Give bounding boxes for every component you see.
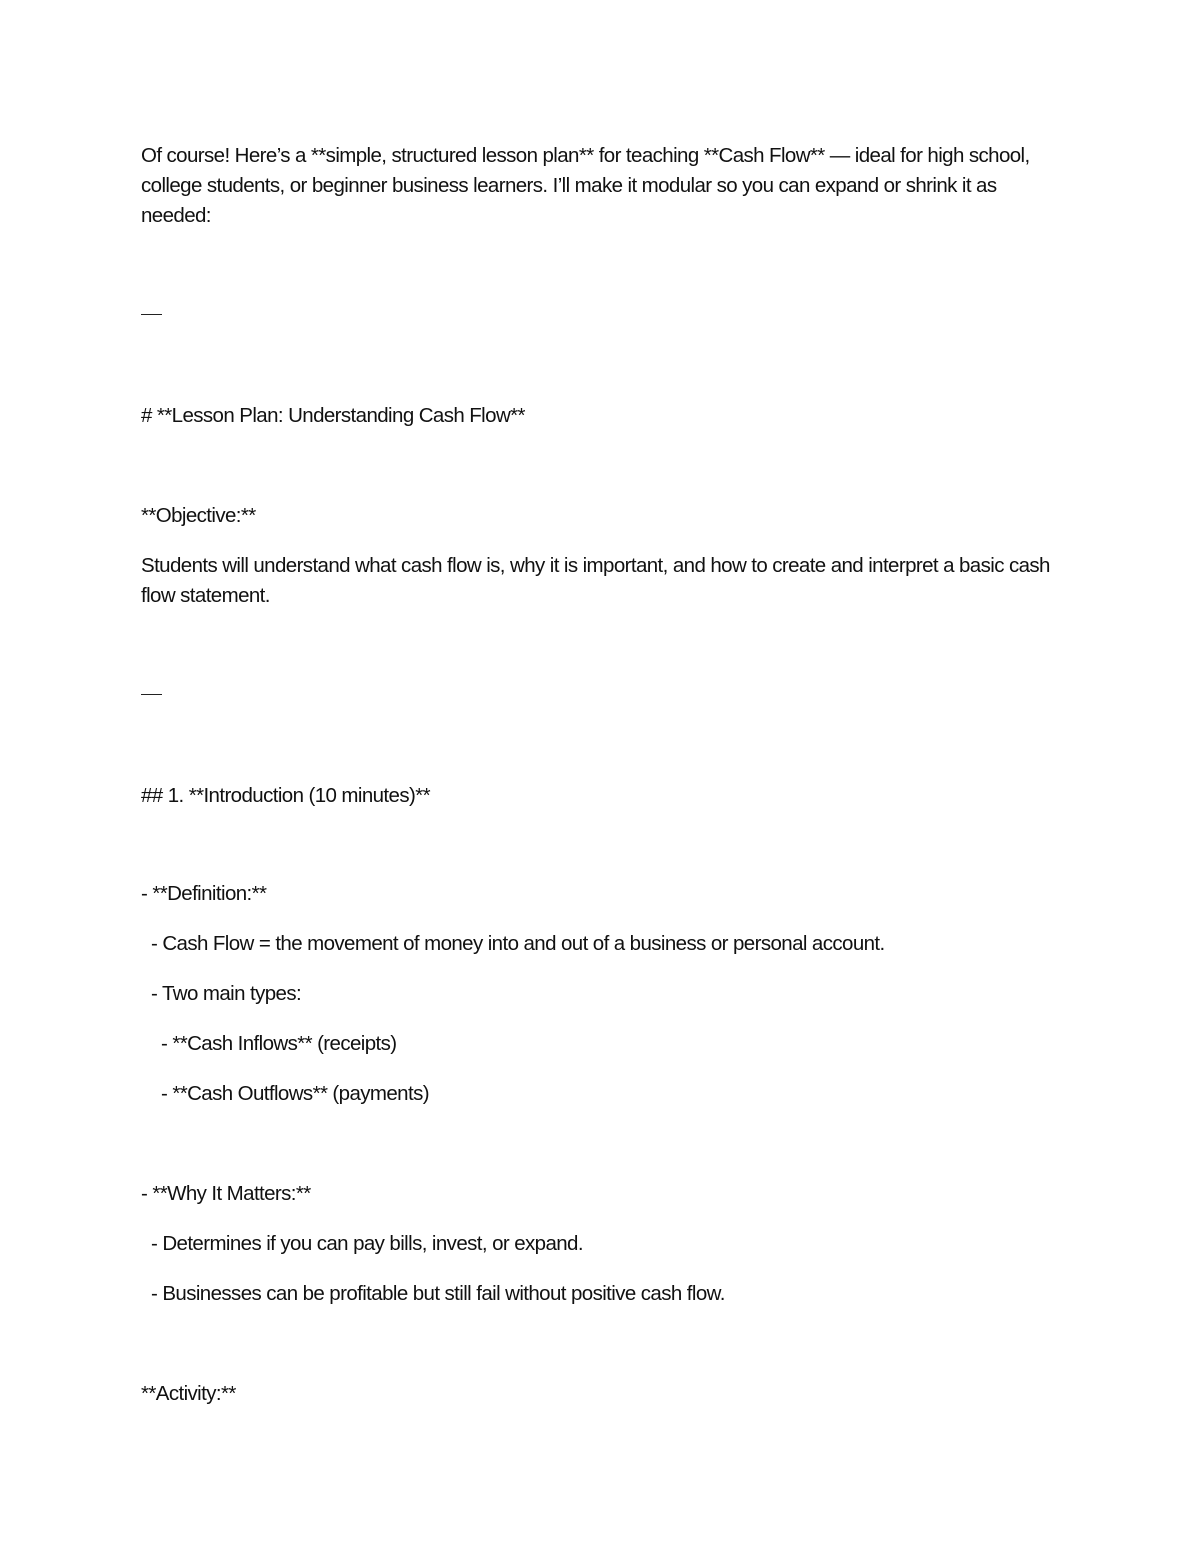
activity-label: **Activity:** (141, 1382, 236, 1405)
definition-label: - **Definition:** (141, 882, 267, 905)
separator-line (141, 694, 162, 695)
objective-text: Students will understand what cash flow is, why it is important, and how to create and interpret a basic cash flow statement. (141, 554, 1050, 607)
lesson-title: # **Lesson Plan: Understanding Cash Flow** (141, 404, 525, 427)
definition-item: - Two main types: (151, 982, 302, 1005)
intro-paragraph: Of course! Here’s a **simple, structured lesson plan** for teaching **Cash Flow** — ideal for high school, college students, or beginner business learners. I’ll make it modular so you can expand or shrink it as needed: (141, 144, 1030, 227)
why-it-matters-item: - Businesses can be profitable but still fail without positive cash flow. (151, 1282, 725, 1305)
cash-type-item: - **Cash Outflows** (payments) (161, 1082, 429, 1105)
section-heading-introduction: ## 1. **Introduction (10 minutes)** (141, 784, 430, 807)
why-it-matters-item: - Determines if you can pay bills, invest, or expand. (151, 1232, 583, 1255)
cash-type-item: - **Cash Inflows** (receipts) (161, 1032, 397, 1055)
why-it-matters-label: - **Why It Matters:** (141, 1182, 311, 1205)
definition-item: - Cash Flow = the movement of money into and out of a business or personal account. (151, 932, 885, 955)
objective-label: **Objective:** (141, 504, 256, 527)
separator-line (141, 314, 162, 315)
